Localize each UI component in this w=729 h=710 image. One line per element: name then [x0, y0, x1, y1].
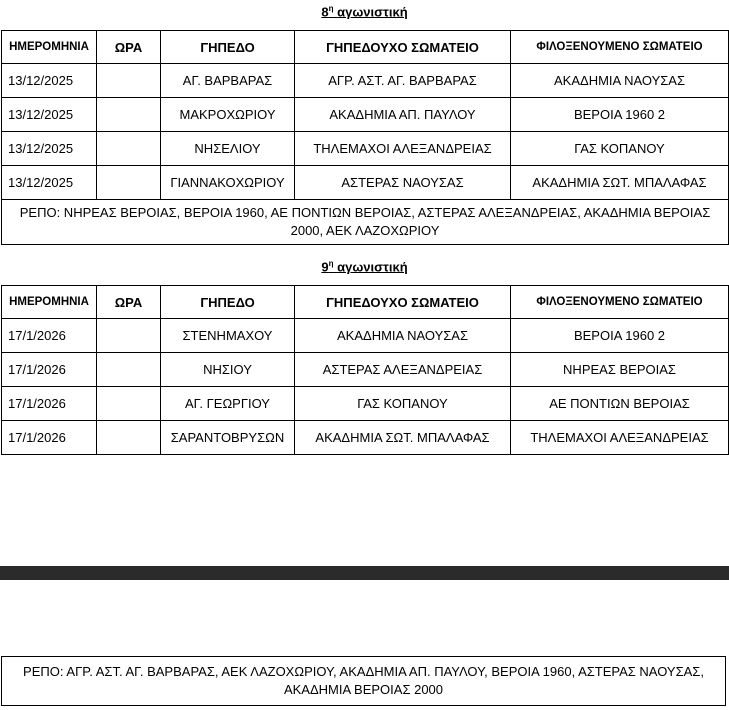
match-away: ΑΕ ΠΟΝΤΙΩΝ ΒΕΡΟΙΑΣ: [511, 387, 729, 421]
header-venue: ΓΗΠΕΔΟ: [161, 31, 295, 64]
match-home: ΑΓΡ. ΑΣΤ. ΑΓ. ΒΑΡΒΑΡΑΣ: [295, 64, 511, 98]
match-venue: ΝΗΣΙΟΥ: [161, 353, 295, 387]
match-away: ΓΑΣ ΚΟΠΑΝΟΥ: [511, 132, 729, 166]
round-9-number: 9: [321, 259, 329, 275]
table-row: [2, 353, 729, 387]
round-9-title: [0, 259, 729, 274]
match-away: ΒΕΡΟΙΑ 1960 2: [511, 319, 729, 353]
page-divider: [0, 566, 729, 580]
match-time: [97, 353, 161, 387]
header-home: ΓΗΠΕΔΟΥΧΟ ΣΩΜΑΤΕΙΟ: [295, 286, 511, 319]
match-home: ΑΚΑΔΗΜΙΑ ΝΑΟΥΣΑΣ: [295, 319, 511, 353]
match-date: 17/1/2026: [2, 421, 97, 455]
table-row: [2, 64, 729, 98]
round-8-number: 8: [321, 4, 329, 20]
header-date: ΗΜΕΡΟΜΗΝΙΑ: [2, 31, 97, 64]
round-8-label: αγωνιστική: [337, 4, 408, 20]
match-home: ΑΚΑΔΗΜΙΑ ΑΠ. ΠΑΥΛΟΥ: [295, 98, 511, 132]
table-row: [2, 166, 729, 200]
match-time: [97, 421, 161, 455]
match-venue: ΜΑΚΡΟΧΩΡΙΟΥ: [161, 98, 295, 132]
round-8-table: [1, 30, 729, 245]
match-venue: ΣΑΡΑΝΤΟΒΡΥΣΩΝ: [161, 421, 295, 455]
match-time: [97, 319, 161, 353]
match-time: [97, 98, 161, 132]
match-date: 13/12/2025: [2, 64, 97, 98]
header-home: ΓΗΠΕΔΟΥΧΟ ΣΩΜΑΤΕΙΟ: [295, 31, 511, 64]
round-9-suffix: η: [328, 259, 334, 268]
match-home: ΤΗΛΕΜΑΧΟΙ ΑΛΕΞΑΝΔΡΕΙΑΣ: [295, 132, 511, 166]
round-9-table: [1, 285, 729, 455]
round-8-title: [0, 4, 729, 19]
round-8-suffix: η: [328, 4, 334, 13]
table-row: [2, 421, 729, 455]
table-row: [2, 319, 729, 353]
match-away: ΑΚΑΔΗΜΙΑ ΝΑΟΥΣΑΣ: [511, 64, 729, 98]
match-venue: ΣΤΕΝΗΜΑΧΟΥ: [161, 319, 295, 353]
round-8-repo: ΡΕΠΟ: ΝΗΡΕΑΣ ΒΕΡΟΙΑΣ, ΒΕΡΟΙΑ 1960, ΑΕ ΠΟΝΤΙΩΝ ΒΕΡΟΙΑΣ, ΑΣΤΕΡΑΣ ΑΛΕΞΑΝΔΡΕΙΑΣ, ΑΚΑΔΗΜΙΑ ΒΕΡΟΙΑΣ 2000, ΑΕΚ ΛΑΖΟΧΩΡΙΟΥ: [2, 200, 729, 245]
match-home: ΑΣΤΕΡΑΣ ΑΛΕΞΑΝΔΡΕΙΑΣ: [295, 353, 511, 387]
match-venue: ΓΙΑΝΝΑΚΟΧΩΡΙΟΥ: [161, 166, 295, 200]
match-away: ΤΗΛΕΜΑΧΟΙ ΑΛΕΞΑΝΔΡΕΙΑΣ: [511, 421, 729, 455]
round-9-label: αγωνιστική: [337, 259, 408, 275]
match-home: ΓΑΣ ΚΟΠΑΝΟΥ: [295, 387, 511, 421]
header-row: [2, 286, 729, 319]
match-date: 17/1/2026: [2, 353, 97, 387]
match-venue: ΑΓ. ΓΕΩΡΓΙΟΥ: [161, 387, 295, 421]
header-venue: ΓΗΠΕΔΟ: [161, 286, 295, 319]
header-time: ΩΡΑ: [97, 31, 161, 64]
round-9-repo: ΡΕΠΟ: ΑΓΡ. ΑΣΤ. ΑΓ. ΒΑΡΒΑΡΑΣ, ΑΕΚ ΛΑΖΟΧΩΡΙΟΥ, ΑΚΑΔΗΜΙΑ ΑΠ. ΠΑΥΛΟΥ, ΒΕΡΟΙΑ 1960, ΑΣΤΕΡΑΣ ΝΑΟΥΣΑΣ, ΑΚΑΔΗΜΙΑ ΒΕΡΟΙΑΣ 2000: [1, 656, 726, 706]
header-away: ΦΙΛΟΞΕΝΟΥΜΕΝΟ ΣΩΜΑΤΕΙΟ: [511, 286, 729, 319]
table-row: [2, 132, 729, 166]
match-away: ΑΚΑΔΗΜΙΑ ΣΩΤ. ΜΠΑΛΑΦΑΣ: [511, 166, 729, 200]
repo-row: [2, 200, 729, 245]
match-time: [97, 387, 161, 421]
match-away: ΒΕΡΟΙΑ 1960 2: [511, 98, 729, 132]
header-row: [2, 31, 729, 64]
match-date: 13/12/2025: [2, 132, 97, 166]
header-date: ΗΜΕΡΟΜΗΝΙΑ: [2, 286, 97, 319]
match-time: [97, 166, 161, 200]
match-time: [97, 132, 161, 166]
match-date: 17/1/2026: [2, 319, 97, 353]
match-venue: ΝΗΣΕΛΙΟΥ: [161, 132, 295, 166]
table-row: [2, 98, 729, 132]
match-away: ΝΗΡΕΑΣ ΒΕΡΟΙΑΣ: [511, 353, 729, 387]
match-date: 17/1/2026: [2, 387, 97, 421]
match-venue: ΑΓ. ΒΑΡΒΑΡΑΣ: [161, 64, 295, 98]
match-date: 13/12/2025: [2, 166, 97, 200]
match-home: ΑΣΤΕΡΑΣ ΝΑΟΥΣΑΣ: [295, 166, 511, 200]
match-home: ΑΚΑΔΗΜΙΑ ΣΩΤ. ΜΠΑΛΑΦΑΣ: [295, 421, 511, 455]
table-row: [2, 387, 729, 421]
header-away: ΦΙΛΟΞΕΝΟΥΜΕΝΟ ΣΩΜΑΤΕΙΟ: [511, 31, 729, 64]
match-time: [97, 64, 161, 98]
header-time: ΩΡΑ: [97, 286, 161, 319]
match-date: 13/12/2025: [2, 98, 97, 132]
